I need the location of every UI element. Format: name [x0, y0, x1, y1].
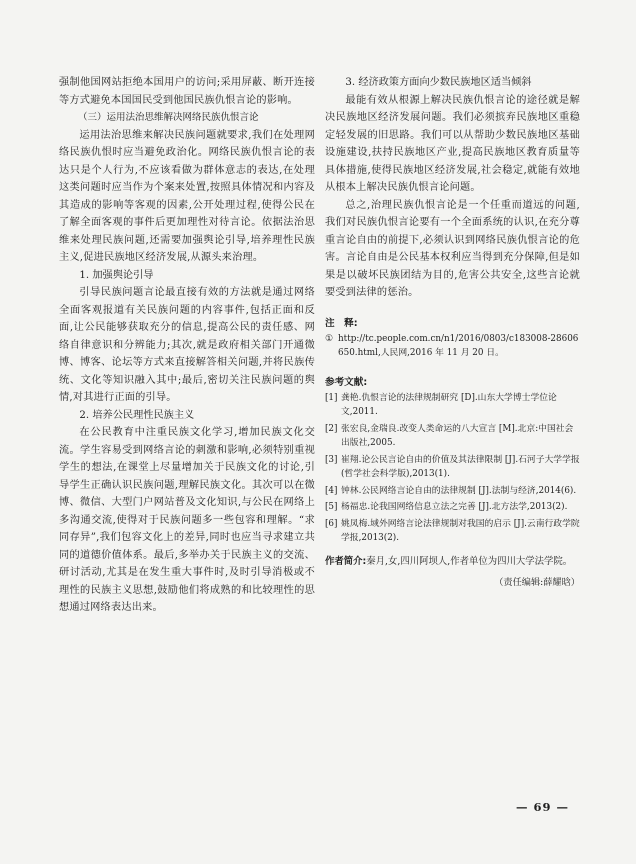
reference-item	[325, 422, 580, 451]
reference-number: [2]	[325, 423, 338, 434]
reference-number: [5]	[325, 502, 338, 512]
reference-item	[325, 484, 580, 499]
notes-label: 注 释:	[325, 317, 358, 329]
reference-text: 杨福忠.论我国网络信息立法之完善 [J].北方法学,2013(2).	[341, 502, 568, 512]
reference-item	[325, 391, 580, 420]
reference-text: 钟林.公民网络言论自由的法律规制 [J].法制与经济,2014(6).	[341, 485, 577, 496]
author-label: 作者简介:	[325, 555, 367, 567]
right-column	[325, 74, 580, 591]
section-paragraph: 运用法治思维来解决民族问题就要求,我们在处理网络民族仇恨时应当避免政治化。网络民族仇恨言论的表达只是个人行为,不应该看做为群体意志的表达,在处理这类问题时应当作为个案来处置,按照具体情况和内容及其造成的影响等客观的因素,公开处理过程,使得公民在了解全面客观的事件后更加理性对待言论。依据法治思维来处理民族问题,还需要加强舆论引导,培养理性民族主义,促进民族地区经济发展,从源头来治理。	[59, 129, 315, 263]
reference-text: 龚艳.仇恨言论的法律规制研究 [D].山东大学博士学位论文,2011.	[341, 392, 557, 417]
references-section	[325, 375, 580, 546]
note-item	[325, 332, 580, 361]
left-column	[59, 74, 315, 617]
references-label: 参考文献:	[325, 376, 368, 388]
item1-heading: 1. 加强舆论引导	[79, 269, 154, 281]
reference-text: 姚凤梅.域外网络言论法律规制对我国的启示 [J].云南行政学院学报,2013(2).	[341, 518, 580, 543]
reference-number: [4]	[325, 485, 338, 496]
author-info	[325, 554, 580, 570]
editor-note: （责任编辑:薛耀晗）	[494, 577, 580, 588]
notes-section	[325, 316, 580, 361]
reference-item	[325, 453, 580, 482]
reference-text: 崔翔.论公民言论自由的价值及其法律限制 [J].石河子大学学报(哲学社会科学版),2013(1).	[341, 454, 580, 479]
reference-number: [6]	[325, 518, 338, 529]
reference-number: [3]	[325, 454, 338, 465]
author-text: 秦月,女,四川阿坝人,作者单位为四川大学法学院。	[366, 555, 573, 567]
reference-text: 张宏良,金瑞良.改变人类命运的八大宣言 [M].北京:中国社会出版社,2005.	[341, 423, 574, 448]
item2-paragraph: 在公民教育中注重民族文化学习,增加民族文化交流。学生容易受到网络言论的刺激和影响,必须特别重视学生的想法,在课堂上尽量增加关于民族文化的讨论,引导学生正确认识民族问题,理解民族文化。其次可以在微博、微信、大型门户网站普及文化知识,与公民在网络上多沟通交流,使得对于民族问题多一些包容和理解。“求同存异”,我们包容文化上的差异,同时也应当寻求建立共同的道德价值体系。最后,多举办关于民族主义的交流、研讨活动,尤其是在发生重大事件时,及时引导消极或不理性的民族主义思想,鼓励他们将成熟的和比较理性的思想通过网络表达出来。	[59, 427, 315, 613]
page-number: — 69 —	[516, 800, 570, 814]
intro-paragraph: 强制他国网站拒绝本国用户的访问;采用屏蔽、断开连接等方式避免本国国民受到他国民族仇恨言论的影响。	[59, 77, 315, 106]
item3-heading: 3. 经济政策方面向少数民族地区适当倾斜	[345, 77, 532, 88]
item2-heading: 2. 培养公民理性民族主义	[79, 409, 195, 421]
section-heading: （三）运用法治思维解决网络民族仇恨言论	[78, 112, 259, 123]
reference-number: [1]	[325, 392, 338, 403]
item3-paragraph: 最能有效从根源上解决民族仇恨言论的途径就是解决民族地区经济发展问题。我们必须摈弃民族地区重稳定轻发展的旧思路。我们可以从帮助少数民族地区基础设施建设,扶持民族地区产业,提高民族地区教育质量等具体措施,使得民族地区经济发展,社会稳定,就能有效地从根本上解决民族仇恨言论问题。	[325, 94, 580, 193]
reference-item	[325, 500, 580, 515]
conclusion-paragraph: 总之,治理民族仇恨言论是一个任重而道远的问题,我们对民族仇恨言论要有一个全面系统的认识,在充分尊重言论自由的前提下,必须认识到网络民族仇恨言论的危害。言论自由是公民基本权利应当得到充分保障,但是如果是以破坏民族团结为目的,危害公共安全,这些言论就要受到法律的惩治。	[325, 199, 580, 298]
note-text: http://tc.people.com.cn/n1/2016/0803/c183008-28606650.html,人民网,2016 年 11 月 20 日。	[338, 333, 579, 358]
note-mark: ①	[325, 333, 333, 344]
item1-paragraph: 引导民族问题言论最直接有效的方法就是通过网络全面客观报道有关民族问题的内容事件,包括正面和反面,让公民能够获取充分的信息,提高公民的责任感、网络自律意识和分辨能力;其次,就是政府相关部门开通微博、博客、论坛等方式来直接解答相关问题,并将民族传统、文化等知识融入其中;最后,密切关注民族问题的舆情,对其进行正面的引导。	[59, 287, 315, 403]
reference-item	[325, 517, 580, 546]
